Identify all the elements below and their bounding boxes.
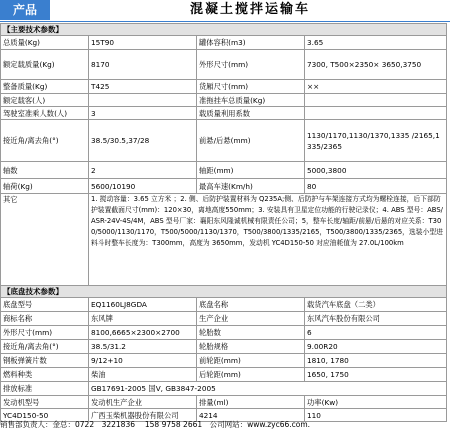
section-title: 【底盘技术参数】 <box>1 286 447 298</box>
cell-label: 排量(ml) <box>197 396 305 409</box>
cell-value: 9.00R20 <box>305 340 447 354</box>
cell-label: 功率(Kw) <box>305 396 447 409</box>
cell-label: 外形尺寸(mm) <box>197 50 305 80</box>
table-row <box>1 162 447 179</box>
cell-value: 110 <box>305 409 447 422</box>
cell-label: 接近角/离去角(°) <box>1 340 89 354</box>
table-row <box>1 50 447 80</box>
cell-label: 轮胎数 <box>197 326 305 340</box>
cell-label: 载质量利用系数 <box>197 107 305 120</box>
cell-label: 接近角/离去角(°) <box>1 120 89 162</box>
cell-value: 6 <box>305 326 447 340</box>
cell-value: 8100,6665×2300×2700 <box>89 326 197 340</box>
cell-value: 80 <box>305 179 447 194</box>
cell-label: 驾驶室准乘人数(人) <box>1 107 89 120</box>
cell-value: 东风牌 <box>89 312 197 326</box>
cell-value: 8170 <box>89 50 197 80</box>
cell-value: YC4D150-50 <box>1 409 89 422</box>
cell-label: 额定载客(人) <box>1 94 89 107</box>
engine-header-row <box>1 396 447 409</box>
cell-value <box>305 107 447 120</box>
table-row <box>1 354 447 368</box>
cell-label: 钢板弹簧片数 <box>1 354 89 368</box>
cell-value: 15T90 <box>89 36 197 50</box>
table-row <box>1 36 447 50</box>
table-row <box>1 107 447 120</box>
cell-value: 东风汽车股份有限公司 <box>305 312 447 326</box>
table-row <box>1 312 447 326</box>
cell-value: 7300, T500×2350× 3650,3750 <box>305 50 447 80</box>
cell-value: 广西玉柴机器股份有限公司 <box>89 409 197 422</box>
cell-label: 罐体容积(m3) <box>197 36 305 50</box>
other-notes: 1. 搅动容量：3.65 立方米 ；2. 侧、后防护装置材料为 Q235A;侧、后防护与车架连接方式均为螺栓连接，后下部防护装置截面尺寸(mm)：120×30，离地高度550mm；3. 安装具有卫星定位功能的行驶记录仪；4. ABS 型号：ABS/ASR-24V-4S/4M，ABS 型号厂家：襄阳东风隆诚机械有限责任公司；5，整车长度/轴距/前悬/后悬的对应关系：T300/5000/1130/1170，T500/5000/1130/1370，T500/3800/1335/2165，T500/3800/1335/2365，选装小型进料斗时整车长度为：T300mm，高度为 3650mm，发动机 YC4D150-50 对应油耗值为 27.0L/100km <box>89 194 447 286</box>
cell-label: 轴荷(Kg) <box>1 179 89 194</box>
cell-label: 其它 <box>1 194 89 286</box>
table-row <box>1 120 447 162</box>
cell-value: 3.65 <box>305 36 447 50</box>
cell-label: 后轮距(mm) <box>197 368 305 382</box>
cell-value: T425 <box>89 80 197 94</box>
cell-label: 整备质量(Kg) <box>1 80 89 94</box>
cell-label: 轴距(mm) <box>197 162 305 179</box>
section-main-header <box>1 24 447 36</box>
contact-footer: 销售部负责人：金总：0722 3221836 158 9758 2661 公司网站：www.zyc66.com. <box>0 420 311 429</box>
spec-table <box>0 23 447 422</box>
cell-label: 货厢尺寸(mm) <box>197 80 305 94</box>
section-title: 【主要技术参数】 <box>1 24 447 36</box>
cell-label: 生产企业 <box>197 312 305 326</box>
table-row <box>1 298 447 312</box>
cell-value <box>89 94 197 107</box>
header-rule <box>0 21 450 22</box>
cell-value: 4214 <box>197 409 305 422</box>
cell-value: 1130/1170,1130/1370,1335 /2165,1335/2365 <box>305 120 447 162</box>
cell-label: 底盘型号 <box>1 298 89 312</box>
cell-value: ×× <box>305 80 447 94</box>
cell-value: 载货汽车底盘（二类） <box>305 298 447 312</box>
cell-label: 外形尺寸(mm) <box>1 326 89 340</box>
cell-label: 前悬/后悬(mm) <box>197 120 305 162</box>
cell-label: 排放标准 <box>1 382 89 396</box>
cell-label: 底盘名称 <box>197 298 305 312</box>
cell-value: 1650, 1750 <box>305 368 447 382</box>
cell-value: 9/12+10 <box>89 354 197 368</box>
page-title: 混凝土搅拌运输车 <box>189 2 310 17</box>
table-row <box>1 80 447 94</box>
cell-label: 额定载质量(Kg) <box>1 50 89 80</box>
cell-value: 5600/10190 <box>89 179 197 194</box>
table-row <box>1 340 447 354</box>
table-row-other <box>1 194 447 286</box>
table-row <box>1 326 447 340</box>
cell-label: 轴数 <box>1 162 89 179</box>
cell-value: 5000,3800 <box>305 162 447 179</box>
cell-value: 1810, 1780 <box>305 354 447 368</box>
cell-label: 总质量(Kg) <box>1 36 89 50</box>
cell-value: 柴油 <box>89 368 197 382</box>
product-tag: 产品 <box>0 0 50 20</box>
page-header <box>0 0 450 22</box>
cell-value: 2 <box>89 162 197 179</box>
cell-value: 3 <box>89 107 197 120</box>
cell-label: 最高车速(Km/h) <box>197 179 305 194</box>
cell-label: 商标名称 <box>1 312 89 326</box>
cell-label: 发动机生产企业 <box>89 396 197 409</box>
cell-value <box>305 94 447 107</box>
cell-label: 前轮距(mm) <box>197 354 305 368</box>
cell-label: 燃料种类 <box>1 368 89 382</box>
cell-label: 发动机型号 <box>1 396 89 409</box>
table-row-emission <box>1 382 447 396</box>
cell-value: GB17691-2005 国V, GB3847-2005 <box>89 382 447 396</box>
table-row <box>1 368 447 382</box>
section-chassis-header <box>1 286 447 298</box>
cell-label: 准拖挂车总质量(Kg) <box>197 94 305 107</box>
table-row <box>1 94 447 107</box>
cell-value: 38.5/31.2 <box>89 340 197 354</box>
cell-value: 38.5/30.5,37/28 <box>89 120 197 162</box>
cell-value: EQ1160LJ8GDA <box>89 298 197 312</box>
cell-label: 轮胎规格 <box>197 340 305 354</box>
table-row <box>1 179 447 194</box>
